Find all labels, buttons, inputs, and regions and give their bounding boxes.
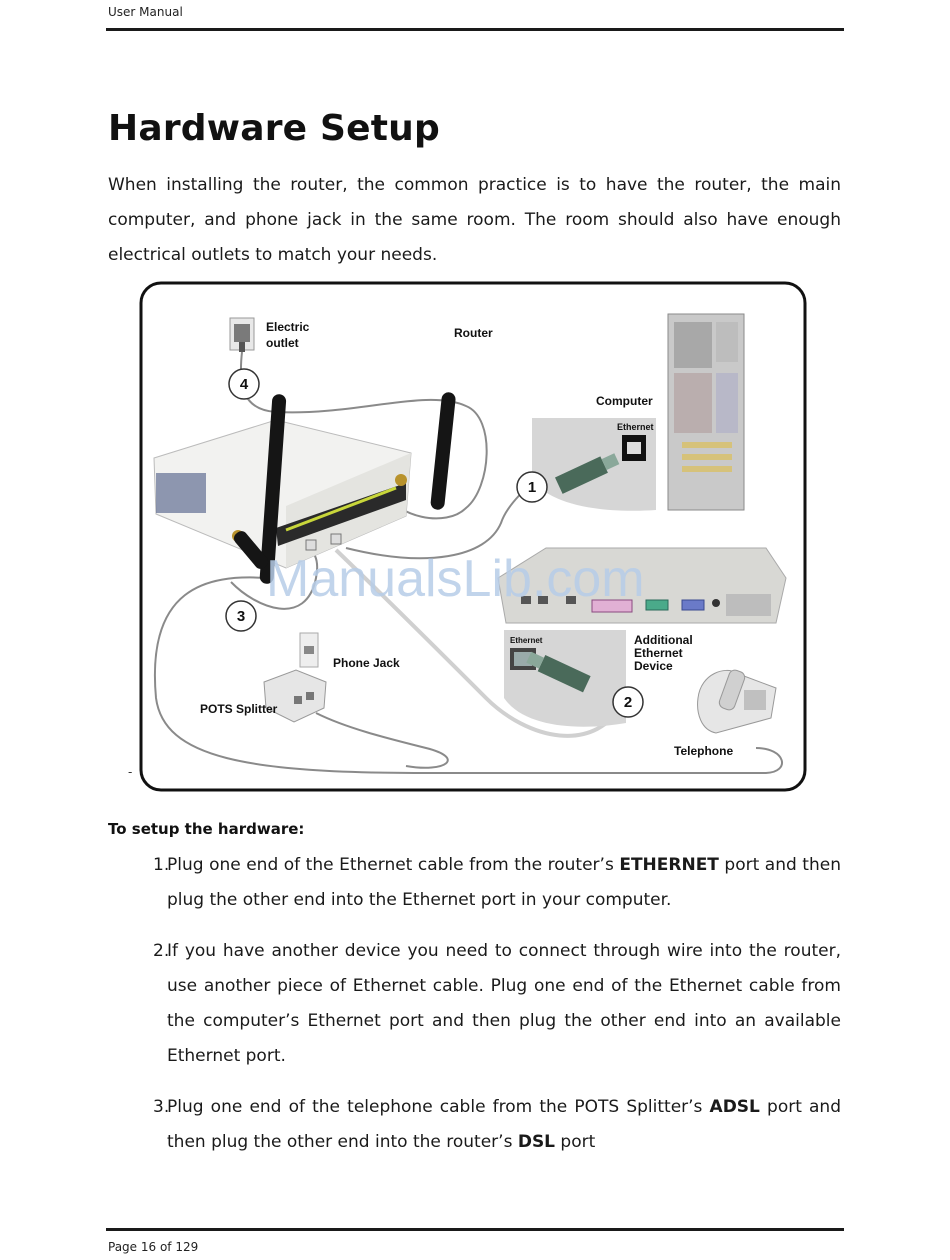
svg-text:3: 3 <box>236 608 246 625</box>
additional-device-label-3: Device <box>634 659 673 673</box>
page-number: Page 16 of 129 <box>108 1240 199 1254</box>
connector-2 <box>331 534 341 544</box>
phone-jack-icon <box>300 633 318 667</box>
callout-3 <box>226 601 256 631</box>
step-3 <box>108 1090 841 1160</box>
header-text: User Manual <box>108 5 183 19</box>
electric-outlet-label-1: Electric <box>266 320 310 334</box>
connector-1 <box>306 540 316 550</box>
intro-paragraph: When installing the router, the common practice is to have the router, the main computer, and phone jack in the same room. The room should also have enough electrical outlets to match your needs. <box>108 175 841 265</box>
page-title: Hardware Setup <box>108 108 440 149</box>
computer-label: Computer <box>596 394 653 408</box>
footer-rule <box>106 1228 844 1231</box>
step-1 <box>108 848 841 918</box>
telephone-label: Telephone <box>674 744 734 758</box>
stray-mark: - <box>128 765 133 779</box>
svg-text:4: 4 <box>239 376 249 393</box>
callout-4 <box>229 369 259 399</box>
callout-1 <box>517 472 547 502</box>
svg-text:1: 1 <box>527 479 537 496</box>
step-2 <box>108 934 841 1074</box>
dsl-port-keyword: DSL <box>517 1132 556 1152</box>
router-label: Router <box>454 326 493 340</box>
additional-device-label-2: Ethernet <box>634 646 683 660</box>
callout-2 <box>613 687 643 717</box>
step-1-number: 1. <box>153 855 170 875</box>
step-1-text: Plug one end of the Ethernet cable from the router’s ETHERNET port and then plug the other end into the Ethernet port in your computer. <box>167 855 841 910</box>
step-2-number: 2. <box>153 941 170 961</box>
instructions-heading: To setup the hardware: <box>108 820 305 838</box>
header-rule <box>106 28 844 31</box>
ethernet-port-keyword: ETHERNET <box>619 855 719 875</box>
electric-outlet-label-2: outlet <box>266 336 299 350</box>
ethernet-device-label: Ethernet <box>510 636 543 645</box>
additional-device-label-1: Additional <box>634 633 693 647</box>
svg-text:2: 2 <box>623 694 633 711</box>
phone-jack-label: Phone Jack <box>333 656 400 670</box>
step-3-number: 3. <box>153 1097 170 1117</box>
watermark: ManualsLib.com <box>266 550 645 608</box>
hardware-setup-figure <box>126 278 816 796</box>
ethernet-computer-label: Ethernet <box>617 422 654 432</box>
step-3-text: Plug one end of the telephone cable from the POTS Splitter’s ADSL port and then plug the other end into the router’s DSL port <box>167 1097 841 1152</box>
instructions-list <box>108 848 841 1176</box>
computer-tower-icon <box>668 314 744 510</box>
electric-outlet-icon <box>230 318 254 352</box>
adsl-port-keyword: ADSL <box>709 1097 760 1117</box>
step-2-text: If you have another device you need to connect through wire into the router, use another piece of Ethernet cable. Plug one end of the Ethernet cable from the computer’s Ethernet port and then plug the other end into an available Ethernet port. <box>167 941 841 1066</box>
pots-splitter-label: POTS Splitter <box>200 702 278 716</box>
